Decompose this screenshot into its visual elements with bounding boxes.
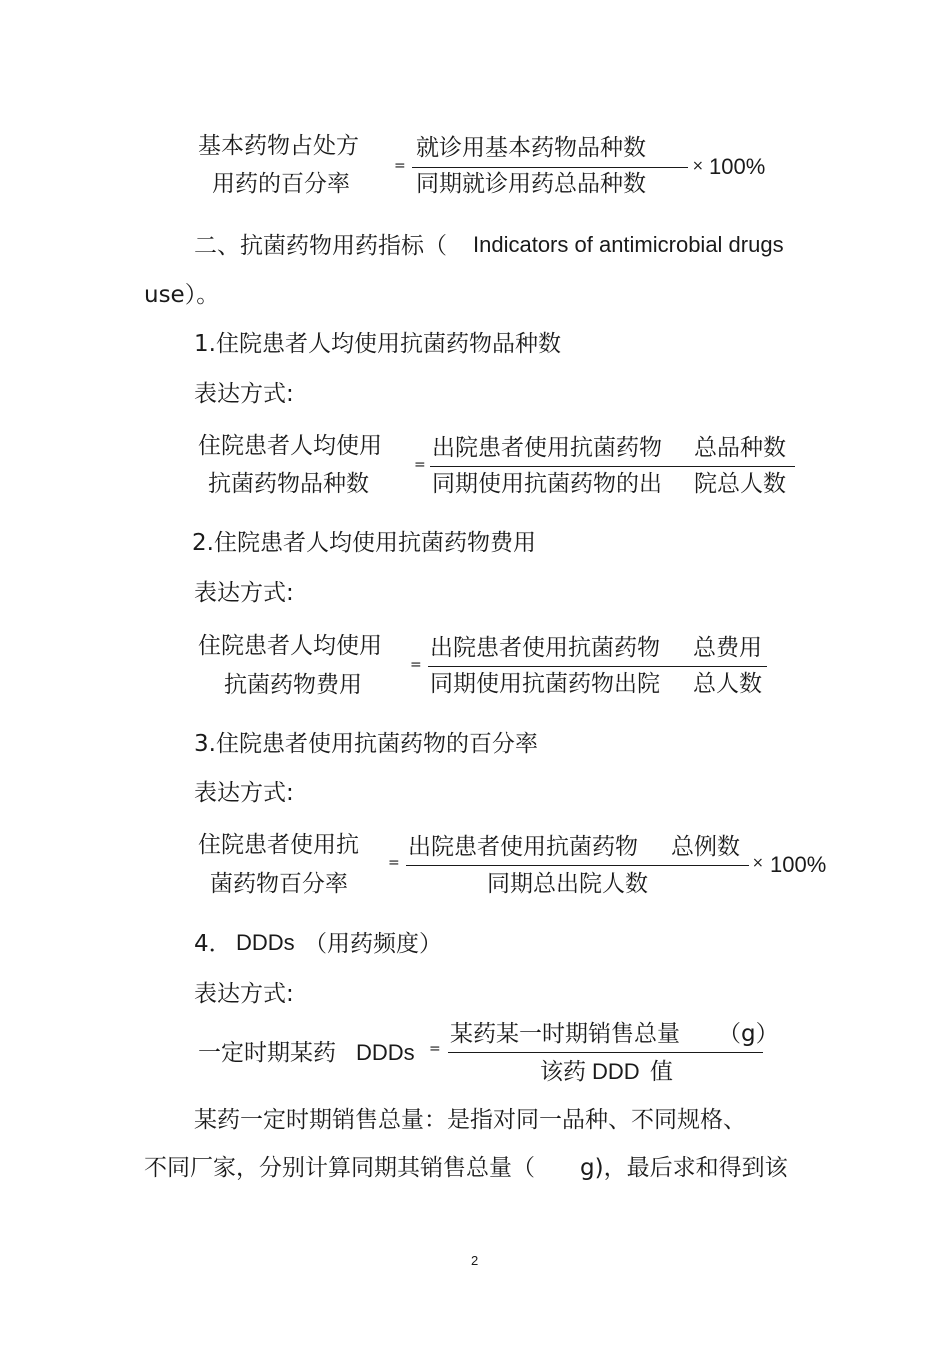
item1-title: 1.住院患者人均使用抗菌药物品种数 (194, 331, 561, 357)
fraction-bar (428, 666, 767, 667)
paragraph-line1: 某药一定时期销售总量：是指对同一品种、不同规格、 (194, 1107, 746, 1133)
times-sign: × (692, 158, 704, 174)
fraction-denominator: 同期总出院人数 (487, 871, 648, 897)
formula-lhs-line1: 基本药物占处方 (198, 133, 359, 159)
fraction-numerator-a: 出院患者使用抗菌药物 (432, 435, 662, 461)
fraction-denominator-a: 同期使用抗菌药物的出 (432, 471, 662, 497)
item3-expr-label: 表达方式: (194, 780, 294, 806)
fraction-numerator-a: 出院患者使用抗菌药物 (408, 834, 638, 860)
item2-title: 2.住院患者人均使用抗菌药物费用 (192, 530, 536, 556)
fraction-bar (430, 466, 795, 467)
fraction-numerator-a: 某药某一时期销售总量 (450, 1021, 680, 1047)
item1-expr-label: 表达方式: (194, 381, 294, 407)
percent-value: 100% (709, 154, 766, 179)
item4-title-num: 4． (194, 931, 232, 957)
fraction-denominator-a: 同期使用抗菌药物出院 (430, 671, 660, 697)
fraction-denominator-b: 总人数 (693, 671, 762, 697)
fraction-numerator-b: 总品种数 (694, 435, 786, 461)
times-sign: × (752, 855, 764, 871)
formula-lhs-line2: 用药的百分率 (212, 171, 350, 197)
formula-lhs-line1: 住院患者使用抗 (198, 832, 359, 858)
fraction-numerator: 就诊用基本药物品种数 (416, 135, 646, 161)
fraction-denominator-b: 院总人数 (694, 471, 786, 497)
item4-title-en: DDDs (236, 930, 295, 955)
section-heading-cn: 二、抗菌药物用药指标（ (194, 233, 447, 259)
formula-lhs-line1: 住院患者人均使用 (198, 433, 382, 459)
fraction-denominator-c: 值 (650, 1059, 673, 1085)
fraction-denominator-b: DDD (592, 1059, 640, 1084)
formula-lhs-line1: 住院患者人均使用 (198, 633, 382, 659)
item3-title: 3.住院患者使用抗菌药物的百分率 (194, 731, 538, 757)
formula-lhs-line2: 抗菌药物费用 (224, 672, 362, 698)
formula-lhs-cn: 一定时期某药 (198, 1040, 336, 1066)
item2-expr-label: 表达方式: (194, 580, 294, 606)
fraction-numerator-b: 总例数 (671, 834, 740, 860)
fraction-numerator-b: （g） (718, 1021, 779, 1047)
paragraph-line2-a: 不同厂家，分别计算同期其销售总量（ (144, 1155, 535, 1181)
section-heading-cont: use）。 (144, 282, 220, 308)
formula-lhs-en: DDDs (356, 1040, 415, 1065)
equals-sign: = (414, 457, 426, 473)
fraction-bar (412, 167, 688, 168)
paragraph-line2-b: g)，最后求和得到该 (580, 1155, 788, 1181)
fraction-bar (448, 1052, 763, 1053)
item4-expr-label: 表达方式: (194, 981, 294, 1007)
fraction-denominator-a: 该药 (540, 1059, 586, 1085)
fraction-numerator-a: 出院患者使用抗菌药物 (430, 635, 660, 661)
section-heading-en: Indicators of antimicrobial drugs (473, 232, 784, 257)
equals-sign: = (394, 158, 406, 174)
formula-lhs-line2: 菌药物百分率 (210, 871, 348, 897)
page-number: 2 (471, 1253, 479, 1268)
equals-sign: = (429, 1041, 441, 1057)
fraction-bar (406, 865, 749, 866)
fraction-denominator: 同期就诊用药总品种数 (416, 171, 646, 197)
formula-lhs-line2: 抗菌药物品种数 (208, 471, 369, 497)
percent-value: 100% (770, 852, 827, 877)
item4-title-cn: （用药频度） (304, 931, 442, 957)
equals-sign: = (410, 657, 422, 673)
fraction-numerator-b: 总费用 (693, 635, 762, 661)
equals-sign: = (388, 855, 400, 871)
